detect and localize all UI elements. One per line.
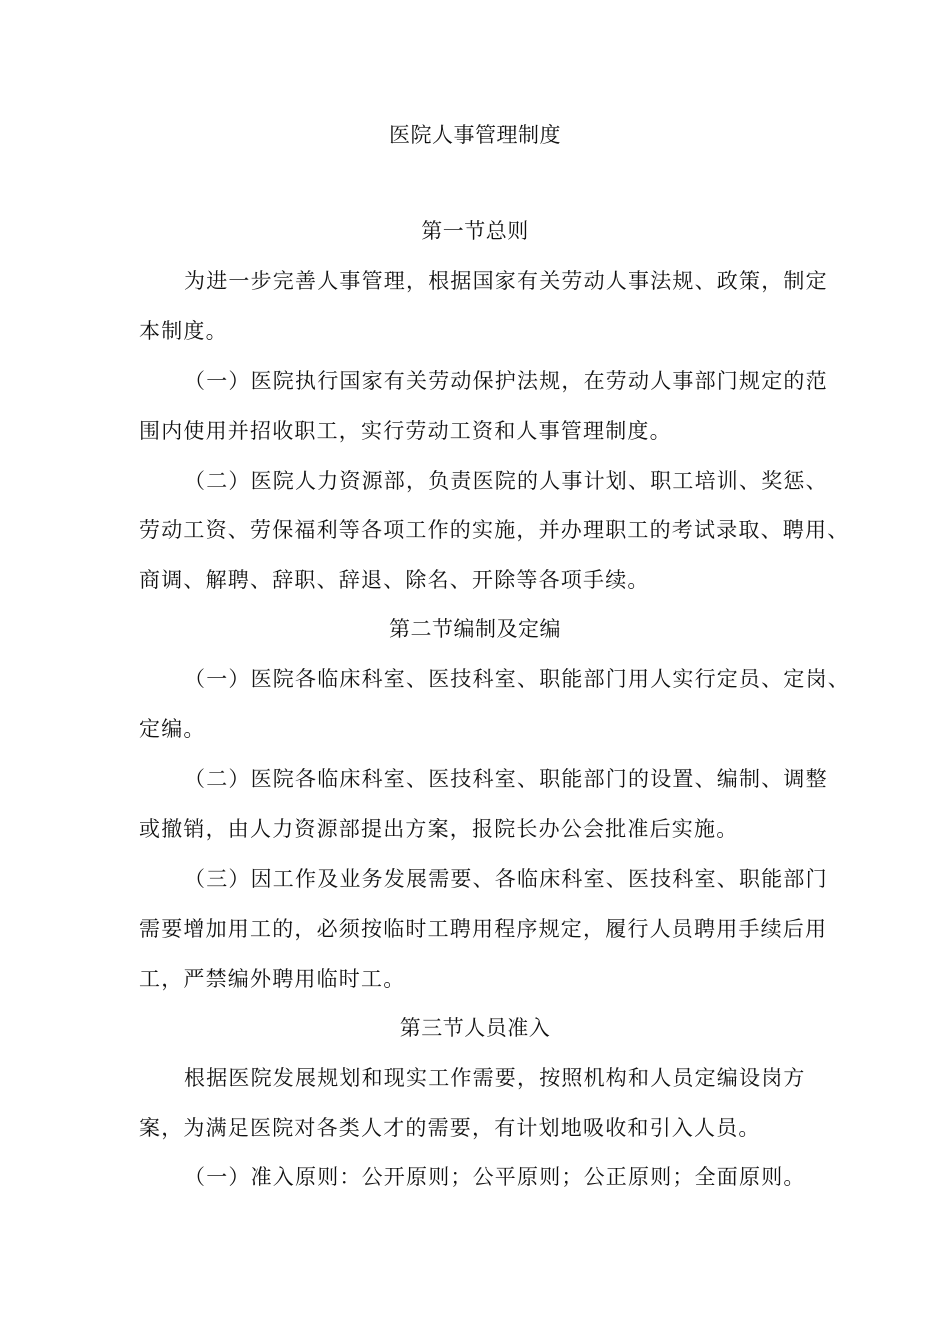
paragraph-line: 或撤销，由人力资源部提出方案，报院长办公会批准后实施。 <box>139 817 739 841</box>
paragraph-line: （二）医院各临床科室、医技科室、职能部门的设置、编制、调整 <box>184 767 828 791</box>
section-heading-3: 第三节人员准入 <box>399 1016 551 1040</box>
paragraph-line: （三）因工作及业务发展需要、各临床科室、医技科室、职能部门 <box>184 867 828 891</box>
paragraph-line: 定编。 <box>139 717 206 741</box>
paragraph-line: 根据医院发展规划和现实工作需要，按照机构和人员定编设岗方 <box>184 1066 806 1090</box>
paragraph-line: （一）医院执行国家有关劳动保护法规，在劳动人事部门规定的范 <box>184 369 828 393</box>
document-title: 医院人事管理制度 <box>389 123 561 147</box>
paragraph-line: 商调、解聘、辞职、辞退、除名、开除等各项手续。 <box>139 568 650 592</box>
section-heading-2: 第二节编制及定编 <box>389 617 561 641</box>
paragraph-line: 劳动工资、劳保福利等各项工作的实施，并办理职工的考试录取、聘用、 <box>139 518 850 542</box>
paragraph-line: 工，严禁编外聘用临时工。 <box>139 967 406 991</box>
paragraph-line: 围内使用并招收职工，实行劳动工资和人事管理制度。 <box>139 419 672 443</box>
paragraph-line: 需要增加用工的，必须按临时工聘用程序规定，履行人员聘用手续后用 <box>139 917 828 941</box>
paragraph-line: 本制度。 <box>139 319 228 343</box>
paragraph-line: （二）医院人力资源部，负责医院的人事计划、职工培训、奖惩、 <box>184 469 828 493</box>
paragraph-line: （一）医院各临床科室、医技科室、职能部门用人实行定员、定岗、 <box>184 667 850 691</box>
section-heading-1: 第一节总则 <box>421 219 529 243</box>
paragraph-line: （一）准入原则：公开原则；公平原则；公正原则；全面原则。 <box>184 1165 806 1189</box>
paragraph-line: 为进一步完善人事管理，根据国家有关劳动人事法规、政策，制定 <box>184 269 828 293</box>
paragraph-line: 案，为满足医院对各类人才的需要，有计划地吸收和引入人员。 <box>139 1116 761 1140</box>
